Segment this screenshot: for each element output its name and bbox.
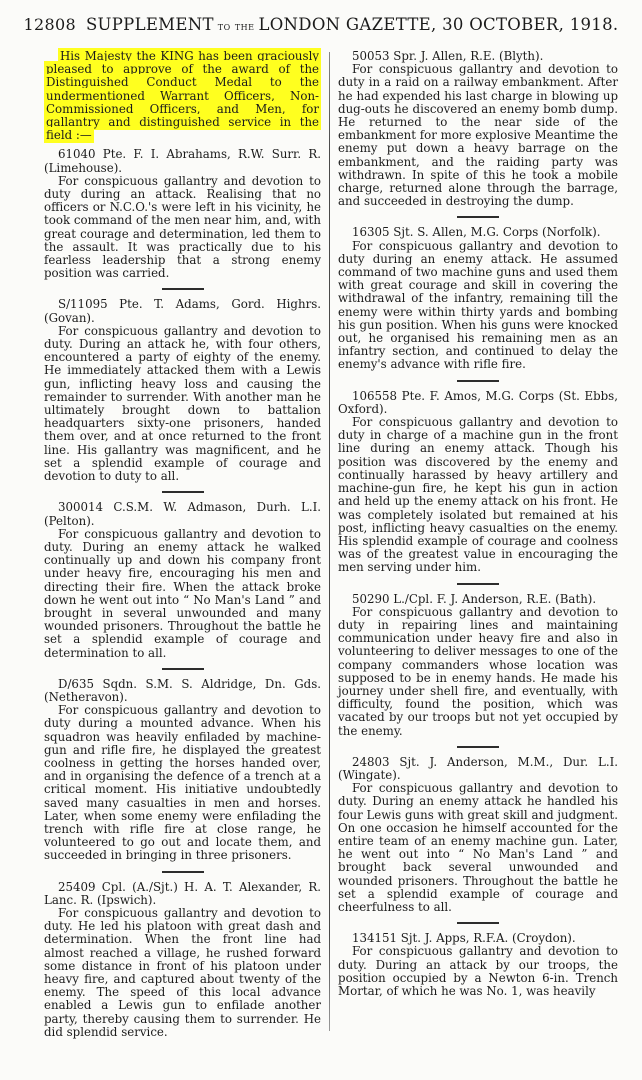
citation-entry: [338, 390, 618, 585]
entry-body: For conspicuous gallantry and devotion to duty. During an enemy attack he handled his four Lewis guns with great skill and judgment. On one occasion he himself accounted for the entire team of an enemy machine gun. Later, he went out into “ No Man's Land ” and brought back several unwounded and wounded prisoners. Throughout the battle he set a splendid example of courage and cheerfulness to all.: [338, 781, 618, 914]
entry-heading: 50053 Spr. J. Allen, R.E. (Blyth).: [352, 49, 544, 63]
entry-heading: 50290 L./Cpl. F. J. Anderson, R.E. (Bath).: [352, 591, 597, 606]
entry-body: For conspicuous gallantry and devotion to duty. He led his platoon with great dash and determination. When the front line had almost reached a village, he rushed forward some distance in front of his platoon under heavy fire, and captured about twenty of the enemy. The speed of this local advance enabled a Lewis gun to enfilade another party, thereby causing them to surrender. He did splendid service.: [44, 905, 322, 1039]
entry-body: For conspicuous gallantry and devotion to duty. During an enemy attack he walked continually up and down his company front under heavy fire, encouraging his men and directing their fire. When the attack broke down he went out into “ No Man's Land ” and brought in several unwounded and many wounded prisoners. Throughout the battle he set a splendid example of courage and determination to all.: [44, 526, 322, 660]
citation-entry: [44, 148, 321, 290]
entry-body: For conspicuous gallantry and devotion to duty. During an attack he, with four others, encountered a party of eighty of the enemy. He immediately attacked them with a Lewis gun, inflicting heavy loss and causing the remainder to surrender. With another man he ultimately brought down to battalion headquarters sixty-one prisoners, handed them over, and at once returned to the front line. His gallantry was magnificent, and he set a splendid example of courage and devotion to duty to all.: [44, 323, 322, 484]
citation-entry: [44, 298, 321, 493]
page-content: [0, 34, 642, 1039]
entry-heading: 61040 Pte. F. I. Abrahams, R.W. Surr. R. (Limehouse).: [44, 147, 322, 175]
citation-entry: [338, 226, 618, 381]
entry-body: For conspicuous gallantry and devotion to duty in charge of a machine gun in the front line during an enemy attack. Though his position was discovered by the enemy and continually harassed by heavy artillery and machine-gun fire, he kept his gun in action and held up the enemy attack on his front. He was completely isolated but remained at his post, inflicting heavy casualties on the enemy. His splendid example of courage and coolness was of the greatest value in encouraging the men serving under him.: [338, 415, 618, 575]
entry-separator-rule: [457, 583, 499, 585]
entry-body: For conspicuous gallantry and devotion to duty during an attack. Realising that no officers or N.C.O.'s were left in his vicinity, he took command of the men near him, and, with great courage and determination, led them to the assault. It was practically due to his fearless leadership that a strong enemy position was carried.: [44, 173, 322, 281]
entry-heading: 300014 C.S.M. W. Admason, Durh. L.I. (Pelton).: [44, 500, 322, 528]
entry-heading: 134151 Sjt. J. Apps, R.F.A. (Croydon).: [352, 931, 576, 946]
citation-entry: [44, 678, 321, 873]
citation-entry: [338, 756, 618, 924]
citation-entry: [338, 932, 618, 998]
page-number: 12808: [23, 15, 76, 34]
entry-body: For conspicuous gallantry and devotion to duty during an enemy attack. He assumed command of two machine guns and used them with great courage and skill in covering the withdrawal of the infantry, remaining till the enemy were within thirty yards and bombing his gun position. When his guns were knocked out, he organised his remaining men as an infantry section, and continued to delay the enemy's advance with rifle fire.: [338, 238, 618, 372]
entry-separator-rule: [162, 491, 204, 493]
royal-announcement: [44, 50, 321, 142]
entry-heading: 25409 Cpl. (A./Sjt.) H. A. T. Alexander, R. Lanc. R. (Ipswich).: [44, 879, 322, 907]
entry-heading: D/635 Sqdn. S.M. S. Aldridge, Dn. Gds. (Netheravon).: [44, 676, 322, 704]
entry-body: For conspicuous gallantry and devotion to duty. During an attack by our troops, the position occupied by a Newton 6-in. Trench Mortar, of which he was No. 1, was heavily: [338, 944, 618, 998]
highlighted-text: His Majesty the KING has been graciously pleased to approve of the award of the Distinguished Conduct Medal to the undermentioned Warrant Officers, Non-Commissioned Officers, and Men, for gallantry and distinguished service in the field :—: [46, 49, 320, 143]
header-title-supplement: SUPPLEMENT: [85, 15, 214, 34]
column-divider-rule: [329, 52, 330, 1031]
header-title-gazette: LONDON GAZETTE, 30 OCTOBER, 1918.: [258, 15, 619, 34]
entry-heading: 24803 Sjt. J. Anderson, M.M., Dur. L.I. (Wingate).: [338, 754, 618, 782]
entry-body: For conspicuous gallantry and devotion to duty in repairing lines and maintaining communication under heavy fire and also in volunteering to deliver messages to one of the company commanders whose location was supposed to be in enemy hands. He made his journey under shell fire, and eventually, with difficulty, found the position, which was vacated by our troops but not yet occupied by the enemy.: [338, 604, 618, 738]
page-header: [0, 0, 642, 34]
entry-separator-rule: [457, 922, 499, 924]
entry-separator-rule: [162, 668, 204, 670]
right-column: [338, 50, 618, 1039]
entry-body: For conspicuous gallantry and devotion to duty during a mounted advance. When his squadron was heavily enfiladed by machine-gun and rifle fire, he displayed the greatest coolness in getting the horses handed over, and in organising the defence of a trench at a critical moment. His initiative undoubtedly saved many casualties in men and horses. Later, when some enemy were enfilading the trench with rifle fire at close range, he volunteered to go out and locate them, and succeeded in bringing in three prisoners.: [44, 703, 322, 863]
entry-heading: S/11095 Pte. T. Adams, Gord. Highrs. (Govan).: [44, 297, 322, 325]
header-title-to-the: to the: [217, 19, 255, 33]
left-column: [44, 50, 321, 1039]
citation-entry: [44, 501, 321, 669]
entry-heading: 106558 Pte. F. Amos, M.G. Corps (St. Ebbs, Oxford).: [338, 388, 618, 416]
entry-separator-rule: [162, 288, 204, 290]
citation-entry: [338, 50, 618, 218]
citation-entry: [338, 593, 618, 748]
entry-heading: 16305 Sjt. S. Allen, M.G. Corps (Norfolk).: [352, 225, 601, 240]
entry-separator-rule: [457, 216, 499, 218]
entry-separator-rule: [162, 871, 204, 873]
entry-separator-rule: [457, 380, 499, 382]
entry-body: For conspicuous gallantry and devotion to duty in a raid on a railway embankment. After he had expended his last charge in blowing up dug-outs he discovered an enemy bomb dump. He returned to the near side of the embankment for more explosive Meantime the enemy put down a heavy barrage on the embankment, and the raiding party was withdrawn. In spite of this he took a mobile charge, returned alone through the barrage, and succeeded in destroying the dump.: [338, 62, 619, 209]
citation-entry: [44, 881, 321, 1039]
entry-separator-rule: [457, 746, 499, 748]
